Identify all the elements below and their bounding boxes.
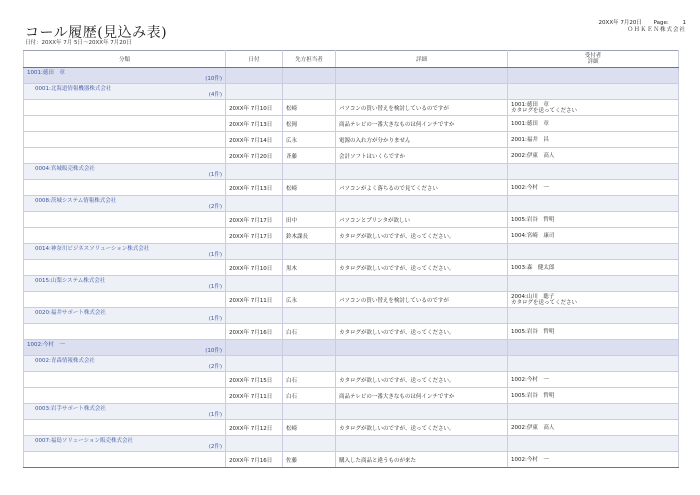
company-empty-cell: [226, 276, 283, 292]
row-receiver-note: カタログを送ってください: [511, 299, 578, 306]
group-empty-cell: [226, 68, 283, 84]
row-receiver: 1005:岩谷 哲明: [511, 216, 555, 223]
company-empty-cell: [336, 308, 508, 324]
row-receiver: 1002:今村 一: [511, 456, 549, 463]
page-label: Page:: [653, 20, 669, 26]
company-empty-cell: [226, 164, 283, 180]
company-empty-cell: [336, 404, 508, 420]
company-label-cell: [24, 164, 226, 180]
row-lead-cell: [24, 420, 226, 436]
company-empty-cell: [283, 436, 336, 452]
company-empty-cell: [283, 196, 336, 212]
company-empty-cell: [336, 164, 508, 180]
group-label: 1002:今村 一: [27, 342, 65, 348]
company-count: (1件): [208, 316, 222, 322]
row-receiver-note: カタログを送ってください: [511, 107, 578, 114]
row-lead-cell: [24, 148, 226, 164]
company-empty-cell: [508, 436, 679, 452]
row-receiver-cell: [508, 212, 679, 228]
company-empty-cell: [508, 308, 679, 324]
company-empty-cell: [336, 84, 508, 100]
row-lead-cell: [24, 212, 226, 228]
company-count: (2件): [208, 444, 222, 450]
call-history-table: [23, 50, 679, 468]
row-contact: 松崎: [283, 180, 336, 196]
row-lead-cell: [24, 388, 226, 404]
company-label: 0007:福島ソリューション販売株式会社: [35, 438, 133, 444]
company-empty-cell: [508, 356, 679, 372]
row-detail: カタログが欲しいのですが、送ってください。: [336, 372, 508, 388]
row-lead-cell: [24, 452, 226, 468]
company-row: [24, 196, 679, 212]
row-date: 20XX年 7月11日: [226, 292, 283, 308]
company-label-cell: [24, 196, 226, 212]
row-date: 20XX年 7月13日: [226, 180, 283, 196]
table-row: [24, 116, 679, 132]
row-receiver: 1005:岩谷 哲明: [511, 392, 555, 399]
table-row: [24, 292, 679, 308]
row-receiver-cell: [508, 228, 679, 244]
company-label-cell: [24, 84, 226, 100]
group-empty-cell: [336, 68, 508, 84]
group-count: (10件): [205, 348, 222, 354]
table-body: [24, 68, 679, 468]
company-label: 0001:北海道情報機器株式会社: [35, 86, 112, 92]
group-label: 1001:徳田 章: [27, 70, 65, 76]
row-lead-cell: [24, 292, 226, 308]
company-label: 0020:福井サポート株式会社: [35, 310, 106, 316]
row-date: 20XX年 7月11日: [226, 388, 283, 404]
company-empty-cell: [283, 308, 336, 324]
row-lead-cell: [24, 116, 226, 132]
group-empty-cell: [336, 340, 508, 356]
table-row: [24, 148, 679, 164]
company-row: [24, 84, 679, 100]
row-contact: 広永: [283, 132, 336, 148]
row-contact: 松崎: [283, 100, 336, 116]
company-empty-cell: [283, 404, 336, 420]
report-header-meta: [599, 20, 686, 34]
row-detail: カタログが欲しいのですが、送ってください。: [336, 260, 508, 276]
row-receiver: 2002:伊東 高人: [511, 424, 555, 431]
group-empty-cell: [226, 340, 283, 356]
company-count: (2件): [208, 204, 222, 210]
row-receiver: 2001:福井 昌: [511, 136, 549, 143]
company-row: [24, 308, 679, 324]
col-header-receiver-line1: 受付者: [584, 53, 602, 59]
row-contact: 田中: [283, 212, 336, 228]
company-empty-cell: [336, 196, 508, 212]
row-detail: カタログが欲しいのですが、送ってください。: [336, 420, 508, 436]
row-detail: パソコンの買い替えを検討しているのですが: [336, 100, 508, 116]
row-detail: カタログが欲しいのですが、送ってください。: [336, 324, 508, 340]
row-detail: カタログが欲しいのですが、送ってください。: [336, 228, 508, 244]
company-empty-cell: [226, 436, 283, 452]
group-empty-cell: [508, 340, 679, 356]
table-row: [24, 260, 679, 276]
group-label-cell: [24, 68, 226, 84]
row-contact: 白石: [283, 388, 336, 404]
company-empty-cell: [226, 356, 283, 372]
row-receiver: 2004:山川 聡子: [511, 293, 555, 300]
row-receiver-cell: [508, 420, 679, 436]
company-empty-cell: [283, 84, 336, 100]
company-empty-cell: [508, 404, 679, 420]
row-lead-cell: [24, 372, 226, 388]
row-date: 20XX年 7月12日: [226, 420, 283, 436]
company-empty-cell: [336, 436, 508, 452]
company-label: 0003:岩手サポート株式会社: [35, 406, 106, 412]
row-lead-cell: [24, 180, 226, 196]
row-receiver-cell: [508, 148, 679, 164]
company-empty-cell: [283, 276, 336, 292]
row-receiver: 2002:伊東 高人: [511, 152, 555, 159]
table-header-row: [24, 51, 679, 68]
row-detail: 商品テレビの一番大きなものは何インチですか: [336, 116, 508, 132]
company-empty-cell: [508, 164, 679, 180]
table-row: [24, 420, 679, 436]
group-empty-cell: [283, 340, 336, 356]
company-empty-cell: [283, 356, 336, 372]
table-row: [24, 180, 679, 196]
company-empty-cell: [508, 196, 679, 212]
row-detail: 会計ソフトはいくらですか: [336, 148, 508, 164]
table-row: [24, 132, 679, 148]
company-empty-cell: [283, 164, 336, 180]
company-label: 0002:青森情報株式会社: [35, 358, 95, 364]
company-label: 0008:茨城システム情報株式会社: [35, 198, 117, 204]
company-empty-cell: [226, 84, 283, 100]
row-date: 20XX年 7月20日: [226, 148, 283, 164]
table-row: [24, 388, 679, 404]
company-empty-cell: [336, 356, 508, 372]
row-receiver: 1002:今村 一: [511, 376, 549, 383]
col-header-receiver: [508, 51, 679, 68]
row-detail: 商品テレビの一番大きなものは何インチですか: [336, 388, 508, 404]
row-detail: 電源の入れ方が分かりません: [336, 132, 508, 148]
print-date: 20XX年 7月20日: [598, 20, 642, 26]
col-header-detail: 詳細: [336, 51, 508, 68]
row-contact: 松岡: [283, 116, 336, 132]
company-count: (4件): [208, 92, 222, 98]
row-receiver-cell: [508, 292, 679, 308]
row-receiver-cell: [508, 180, 679, 196]
row-contact: 佐藤: [283, 452, 336, 468]
group-empty-cell: [508, 68, 679, 84]
company-label: 0004:宮城販売株式会社: [35, 166, 95, 172]
company-label: 0015:山梨システム株式会社: [35, 278, 106, 284]
row-contact: 松崎: [283, 420, 336, 436]
row-contact: 斉藤: [283, 148, 336, 164]
company-empty-cell: [226, 196, 283, 212]
row-receiver-cell: [508, 132, 679, 148]
group-count: (10件): [205, 76, 222, 82]
row-contact: 黒木: [283, 260, 336, 276]
company-empty-cell: [336, 244, 508, 260]
company-empty-cell: [336, 276, 508, 292]
row-receiver-cell: [508, 116, 679, 132]
company-empty-cell: [508, 84, 679, 100]
company-row: [24, 356, 679, 372]
report-title: コール履歴(見込み表): [25, 25, 168, 41]
group-row: [24, 340, 679, 356]
company-row: [24, 276, 679, 292]
row-receiver-cell: [508, 324, 679, 340]
row-receiver-cell: [508, 388, 679, 404]
table-row: [24, 452, 679, 468]
col-header-category: 分類: [24, 51, 226, 68]
col-header-contact: 先方担当者: [283, 51, 336, 68]
row-contact: 白石: [283, 324, 336, 340]
company-row: [24, 164, 679, 180]
row-receiver: 1004:宮崎 康司: [511, 232, 555, 239]
group-label-cell: [24, 340, 226, 356]
company-name: ＯＨＫＥＮ株式会社: [627, 27, 686, 33]
row-receiver-cell: [508, 452, 679, 468]
row-contact: 広永: [283, 292, 336, 308]
row-date: 20XX年 7月16日: [226, 452, 283, 468]
row-receiver-cell: [508, 100, 679, 116]
company-empty-cell: [226, 404, 283, 420]
company-count: (1件): [208, 284, 222, 290]
company-label-cell: [24, 404, 226, 420]
company-label-cell: [24, 356, 226, 372]
company-label: 0014:神奈川ビジネスソリューション株式会社: [35, 246, 150, 252]
company-count: (1件): [208, 252, 222, 258]
row-date: 20XX年 7月14日: [226, 132, 283, 148]
table-row: [24, 100, 679, 116]
row-receiver: 1001:徳田 章: [511, 101, 549, 108]
company-label-cell: [24, 308, 226, 324]
row-lead-cell: [24, 100, 226, 116]
col-header-date: 日付: [226, 51, 283, 68]
company-row: [24, 436, 679, 452]
company-label-cell: [24, 276, 226, 292]
company-empty-cell: [226, 244, 283, 260]
row-receiver: 1005:岩谷 哲明: [511, 328, 555, 335]
row-lead-cell: [24, 132, 226, 148]
company-count: (2件): [208, 364, 222, 370]
group-empty-cell: [283, 68, 336, 84]
company-row: [24, 244, 679, 260]
row-contact: 鈴木課長: [283, 228, 336, 244]
row-date: 20XX年 7月17日: [226, 212, 283, 228]
row-lead-cell: [24, 260, 226, 276]
table-row: [24, 228, 679, 244]
row-date: 20XX年 7月15日: [226, 372, 283, 388]
company-label-cell: [24, 436, 226, 452]
row-date: 20XX年 7月16日: [226, 324, 283, 340]
row-receiver: 1002:今村 一: [511, 184, 549, 191]
row-date: 20XX年 7月13日: [226, 116, 283, 132]
company-empty-cell: [508, 276, 679, 292]
report-period: 日付：20XX年 7月 5日〜20XX年 7月20日: [25, 40, 132, 46]
company-empty-cell: [226, 308, 283, 324]
row-detail: 購入した商品と違うものが来た: [336, 452, 508, 468]
group-row: [24, 68, 679, 84]
row-lead-cell: [24, 324, 226, 340]
row-lead-cell: [24, 228, 226, 244]
table-row: [24, 212, 679, 228]
row-receiver-cell: [508, 260, 679, 276]
row-receiver-cell: [508, 372, 679, 388]
row-detail: パソコンの買い替えを検討しているのですが: [336, 292, 508, 308]
company-empty-cell: [283, 244, 336, 260]
table-row: [24, 372, 679, 388]
row-detail: パソコンがよく落ちるので見てください: [336, 180, 508, 196]
row-receiver: 1003:森 健太郎: [511, 264, 555, 271]
row-date: 20XX年 7月17日: [226, 228, 283, 244]
company-row: [24, 404, 679, 420]
row-detail: パソコンとプリンタが欲しい: [336, 212, 508, 228]
row-date: 20XX年 7月10日: [226, 100, 283, 116]
row-receiver: 1001:徳田 章: [511, 120, 549, 127]
row-contact: 白石: [283, 372, 336, 388]
table-row: [24, 324, 679, 340]
row-date: 20XX年 7月10日: [226, 260, 283, 276]
page-number: 1: [682, 20, 686, 26]
company-empty-cell: [508, 244, 679, 260]
col-header-receiver-line2: 詳細: [587, 59, 599, 65]
company-label-cell: [24, 244, 226, 260]
company-count: (1件): [208, 172, 222, 178]
company-count: (1件): [208, 412, 222, 418]
